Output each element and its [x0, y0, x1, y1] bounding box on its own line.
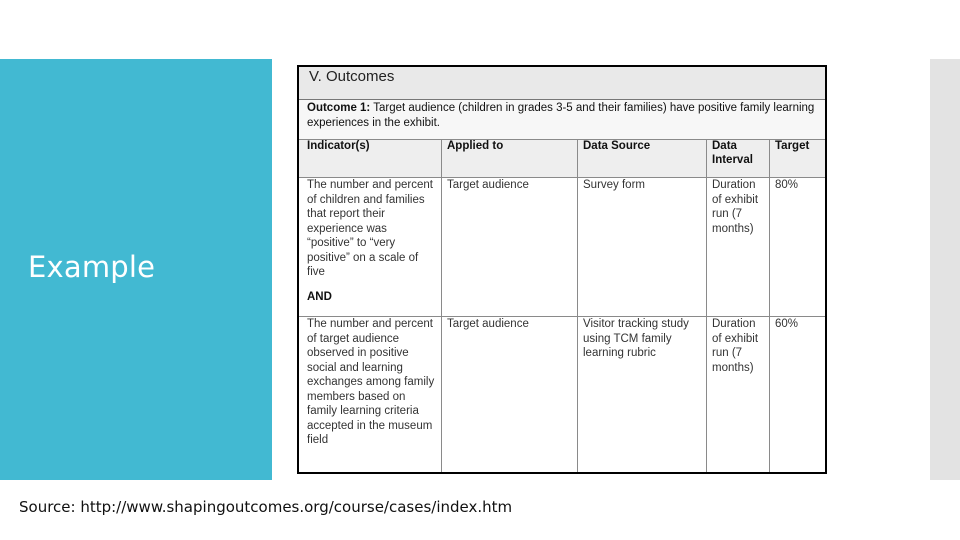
header-applied-to: Applied to	[447, 140, 504, 152]
header-data-interval: Data Interval	[712, 140, 753, 166]
row2-target: 60%	[775, 318, 799, 330]
and-connector: AND	[307, 291, 332, 303]
row1-applied-to: Target audience	[447, 179, 529, 191]
source-citation: Source: http://www.shapingoutcomes.org/course/cases/index.htm	[19, 498, 513, 516]
header-target: Target	[775, 140, 810, 152]
column-divider	[441, 139, 442, 472]
row2-applied-to: Target audience	[447, 318, 529, 330]
row2-indicator: The number and percent of target audience observed in positive social and learning exchanges among family members based on family learning criteria accepted in the museum field	[307, 318, 435, 446]
row2-data-interval: Duration of exhibit run (7 months)	[712, 318, 759, 374]
column-divider	[769, 139, 770, 472]
section-heading-text: V. Outcomes	[309, 68, 395, 85]
outcome-row	[299, 99, 825, 139]
outcome-label: Outcome 1:	[307, 102, 371, 114]
row1-data-interval: Duration of exhibit run (7 months)	[712, 179, 759, 235]
outcome-text: Target audience (children in grades 3-5 and their families) have positive family learning experiences in the exhibit.	[307, 102, 815, 129]
row1-data-source: Survey form	[583, 179, 645, 191]
column-divider	[577, 139, 578, 472]
column-divider	[706, 139, 707, 472]
slide-title: Example	[28, 250, 156, 284]
header-data-source: Data Source	[583, 140, 651, 152]
row2-data-source: Visitor tracking study using TCM family learning rubric	[583, 318, 689, 359]
section-heading	[299, 67, 825, 99]
outcomes-table-image	[297, 65, 827, 474]
right-accent-bar	[930, 59, 960, 480]
header-indicator: Indicator(s)	[307, 140, 370, 152]
row1-indicator: The number and percent of children and families that report their experience was “positive” to “very positive” on a scale of five	[307, 179, 433, 278]
row1-target: 80%	[775, 179, 799, 191]
